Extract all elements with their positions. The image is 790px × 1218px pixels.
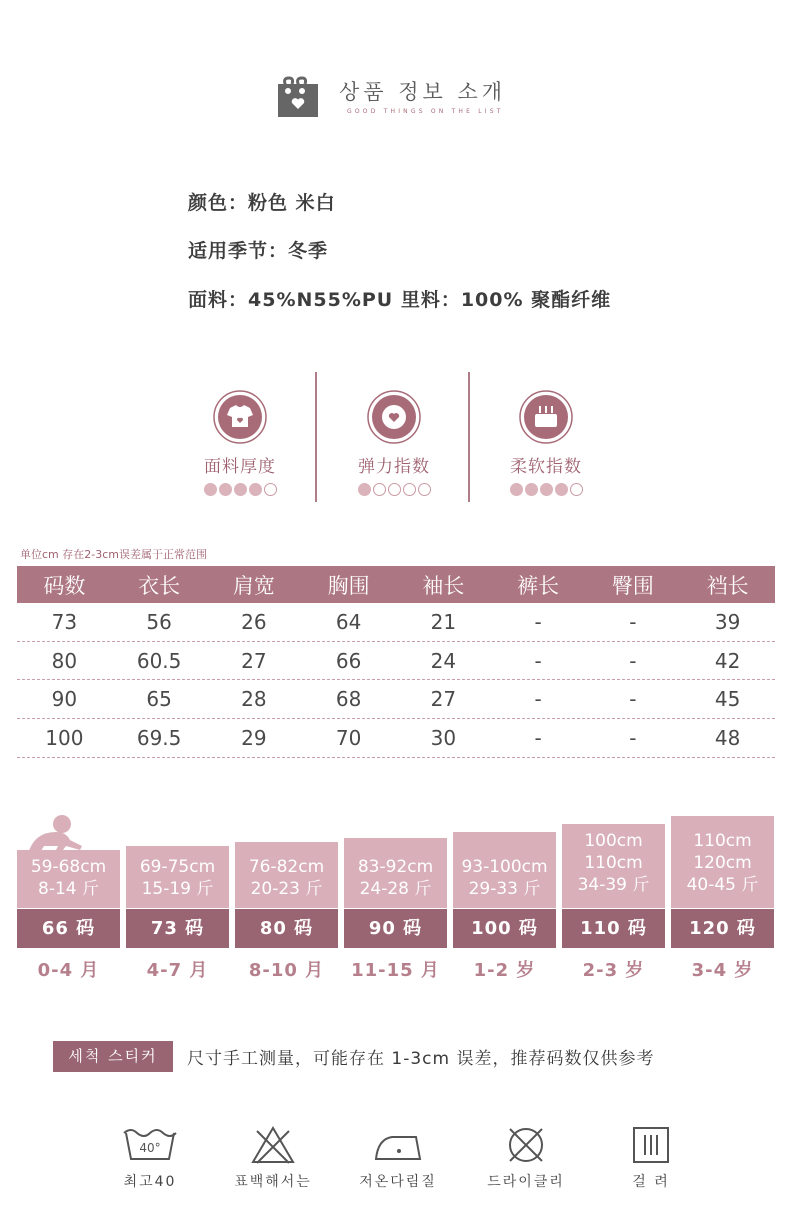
table-cell: 60.5 <box>136 648 182 673</box>
weight-range: 34-39 斤 <box>577 875 650 895</box>
rating-dots <box>180 483 300 496</box>
table-cell: 68 <box>335 687 362 712</box>
care-item <box>471 1125 581 1191</box>
height-min: 100cm <box>584 831 643 851</box>
table-cell: - <box>629 609 637 634</box>
height-range: 93-100cm <box>461 857 548 877</box>
divider <box>315 372 317 502</box>
care-label: 드라이클리 <box>487 1174 565 1190</box>
care-tag: 세척 스티커 <box>53 1041 173 1072</box>
column-header: 码数 <box>43 573 86 598</box>
indicator-elasticity <box>334 390 454 496</box>
color-info: 颜色：粉色 米白 <box>188 192 336 214</box>
indicator-softness <box>486 390 606 496</box>
table-cell: 26 <box>241 609 267 634</box>
rating-dot-filled <box>525 483 538 496</box>
table-cell: 28 <box>241 687 267 712</box>
shopping-bag-heart-icon <box>277 76 319 118</box>
rating-dot-filled <box>249 483 262 496</box>
table-row <box>17 680 775 719</box>
age-label: 2-3 岁 <box>582 960 645 981</box>
table-row <box>17 603 775 642</box>
care-label: 표백해서는 <box>234 1174 312 1190</box>
indicator-label: 面料厚度 <box>204 457 276 477</box>
shirt-icon <box>213 390 267 444</box>
age-label: 8-10 月 <box>248 960 325 981</box>
wash-temperature: 40° <box>139 1141 161 1155</box>
size-step <box>344 832 447 948</box>
size-step-range <box>453 832 556 908</box>
weight-range: 40-45 斤 <box>686 875 759 895</box>
rating-dot-empty <box>373 483 386 496</box>
table-cell: 21 <box>430 609 457 634</box>
size-step <box>671 810 774 948</box>
table-cell: 90 <box>51 687 78 712</box>
column-header: 袖长 <box>422 573 465 598</box>
rating-dot-filled <box>234 483 247 496</box>
size-steps <box>16 800 776 990</box>
table-cell: - <box>534 687 542 712</box>
rating-dot-empty <box>418 483 431 496</box>
size-step-range <box>126 846 229 908</box>
indicator-thickness <box>180 390 300 496</box>
size-step <box>453 826 556 948</box>
table-cell: 56 <box>146 609 172 634</box>
size-label: 100 码 <box>453 909 556 948</box>
size-step-range <box>562 824 665 908</box>
rating-dot-filled <box>219 483 232 496</box>
height-range: 83-92cm <box>357 857 434 877</box>
size-label: 66 码 <box>17 909 120 948</box>
indicator-label: 柔软指数 <box>510 457 582 477</box>
care-item <box>343 1125 453 1191</box>
column-header: 裤长 <box>517 573 560 598</box>
care-label: 저온다림질 <box>359 1174 437 1190</box>
indicator-label: 弹力指数 <box>358 457 430 477</box>
weight-range: 29-33 斤 <box>468 879 541 899</box>
table-cell: - <box>534 609 542 634</box>
size-note: 单位cm 存在2-3cm误差属于正常范围 <box>20 548 207 561</box>
size-label: 73 码 <box>126 909 229 948</box>
column-header: 裆长 <box>706 573 749 598</box>
size-step <box>126 840 229 948</box>
care-item <box>218 1125 328 1191</box>
no-bleach-icon <box>249 1125 297 1165</box>
table-cell: 73 <box>51 609 78 634</box>
table-cell: 66 <box>335 648 362 673</box>
table-cell: 30 <box>430 725 457 750</box>
table-cell: 65 <box>146 687 172 712</box>
size-step <box>235 836 338 948</box>
page-title: 상품 정보 소개 <box>339 80 507 104</box>
cake-icon <box>519 390 573 444</box>
care-item <box>95 1125 205 1191</box>
age-label: 3-4 岁 <box>691 960 754 981</box>
care-item <box>596 1125 706 1191</box>
iron-low-icon <box>372 1125 424 1165</box>
table-row <box>17 719 775 758</box>
page-subtitle: GOOD THINGS ON THE LIST <box>347 108 504 115</box>
height-max: 110cm <box>584 853 643 873</box>
table-cell: 64 <box>335 609 362 634</box>
table-cell: - <box>629 687 637 712</box>
height-min: 110cm <box>693 831 752 851</box>
hang-dry-icon <box>631 1125 671 1165</box>
rating-dot-filled <box>358 483 371 496</box>
table-cell: 80 <box>51 648 78 673</box>
weight-range: 8-14 斤 <box>38 879 99 899</box>
table-row <box>17 642 775 681</box>
height-range: 76-82cm <box>248 857 325 877</box>
column-header: 衣长 <box>138 573 181 598</box>
fabric-info: 面料：45%N55%PU 里料：100% 聚酯纤维 <box>188 289 612 311</box>
rating-dot-filled <box>204 483 217 496</box>
size-label: 80 码 <box>235 909 338 948</box>
column-header: 臀围 <box>611 573 654 598</box>
table-cell: 24 <box>430 648 457 673</box>
size-label: 120 码 <box>671 909 774 948</box>
heart-badge-icon <box>367 390 421 444</box>
section-header <box>277 74 517 124</box>
table-header-row <box>17 566 775 603</box>
table-cell: 42 <box>714 648 741 673</box>
divider <box>468 372 470 502</box>
table-cell: 70 <box>335 725 362 750</box>
rating-dot-filled <box>510 483 523 496</box>
size-table <box>17 566 775 758</box>
season-info: 适用季节：冬季 <box>188 240 329 262</box>
size-step-range <box>235 842 338 908</box>
rating-dot-empty <box>570 483 583 496</box>
size-step <box>562 818 665 948</box>
rating-dot-filled <box>540 483 553 496</box>
care-note: 尺寸手工测量，可能存在 1-3cm 误差，推荐码数仅供参考 <box>187 1049 655 1069</box>
height-range: 69-75cm <box>139 857 216 877</box>
size-step-range <box>671 816 774 908</box>
size-label: 90 码 <box>344 909 447 948</box>
table-cell: 45 <box>714 687 741 712</box>
column-header: 肩宽 <box>232 573 275 598</box>
table-cell: 100 <box>45 725 84 750</box>
no-dryclean-icon <box>504 1125 548 1165</box>
height-max: 120cm <box>693 853 752 873</box>
size-label: 110 码 <box>562 909 665 948</box>
column-header: 胸围 <box>327 573 370 598</box>
table-cell: - <box>534 648 542 673</box>
age-label: 11-15 月 <box>351 960 440 981</box>
table-cell: 69.5 <box>136 725 182 750</box>
size-step <box>17 844 120 948</box>
rating-dot-empty <box>264 483 277 496</box>
table-cell: - <box>534 725 542 750</box>
table-cell: 29 <box>241 725 267 750</box>
wash-40-icon <box>122 1125 178 1165</box>
table-cell: - <box>629 725 637 750</box>
rating-dots <box>334 483 454 496</box>
rating-dot-empty <box>388 483 401 496</box>
care-label: 최고40 <box>123 1174 177 1190</box>
rating-dot-filled <box>555 483 568 496</box>
care-label: 걸 려 <box>632 1174 670 1190</box>
weight-range: 15-19 斤 <box>141 879 214 899</box>
height-range: 59-68cm <box>30 857 107 877</box>
size-step-range <box>344 838 447 908</box>
table-cell: 27 <box>430 687 457 712</box>
table-cell: 27 <box>241 648 267 673</box>
size-step-range <box>17 850 120 908</box>
rating-dots <box>486 483 606 496</box>
weight-range: 24-28 斤 <box>359 879 432 899</box>
rating-dot-empty <box>403 483 416 496</box>
table-cell: 39 <box>714 609 741 634</box>
weight-range: 20-23 斤 <box>250 879 323 899</box>
age-label: 1-2 岁 <box>473 960 536 981</box>
table-cell: - <box>629 648 637 673</box>
table-cell: 48 <box>714 725 741 750</box>
age-label: 4-7 月 <box>146 960 209 981</box>
age-label: 0-4 月 <box>37 960 100 981</box>
